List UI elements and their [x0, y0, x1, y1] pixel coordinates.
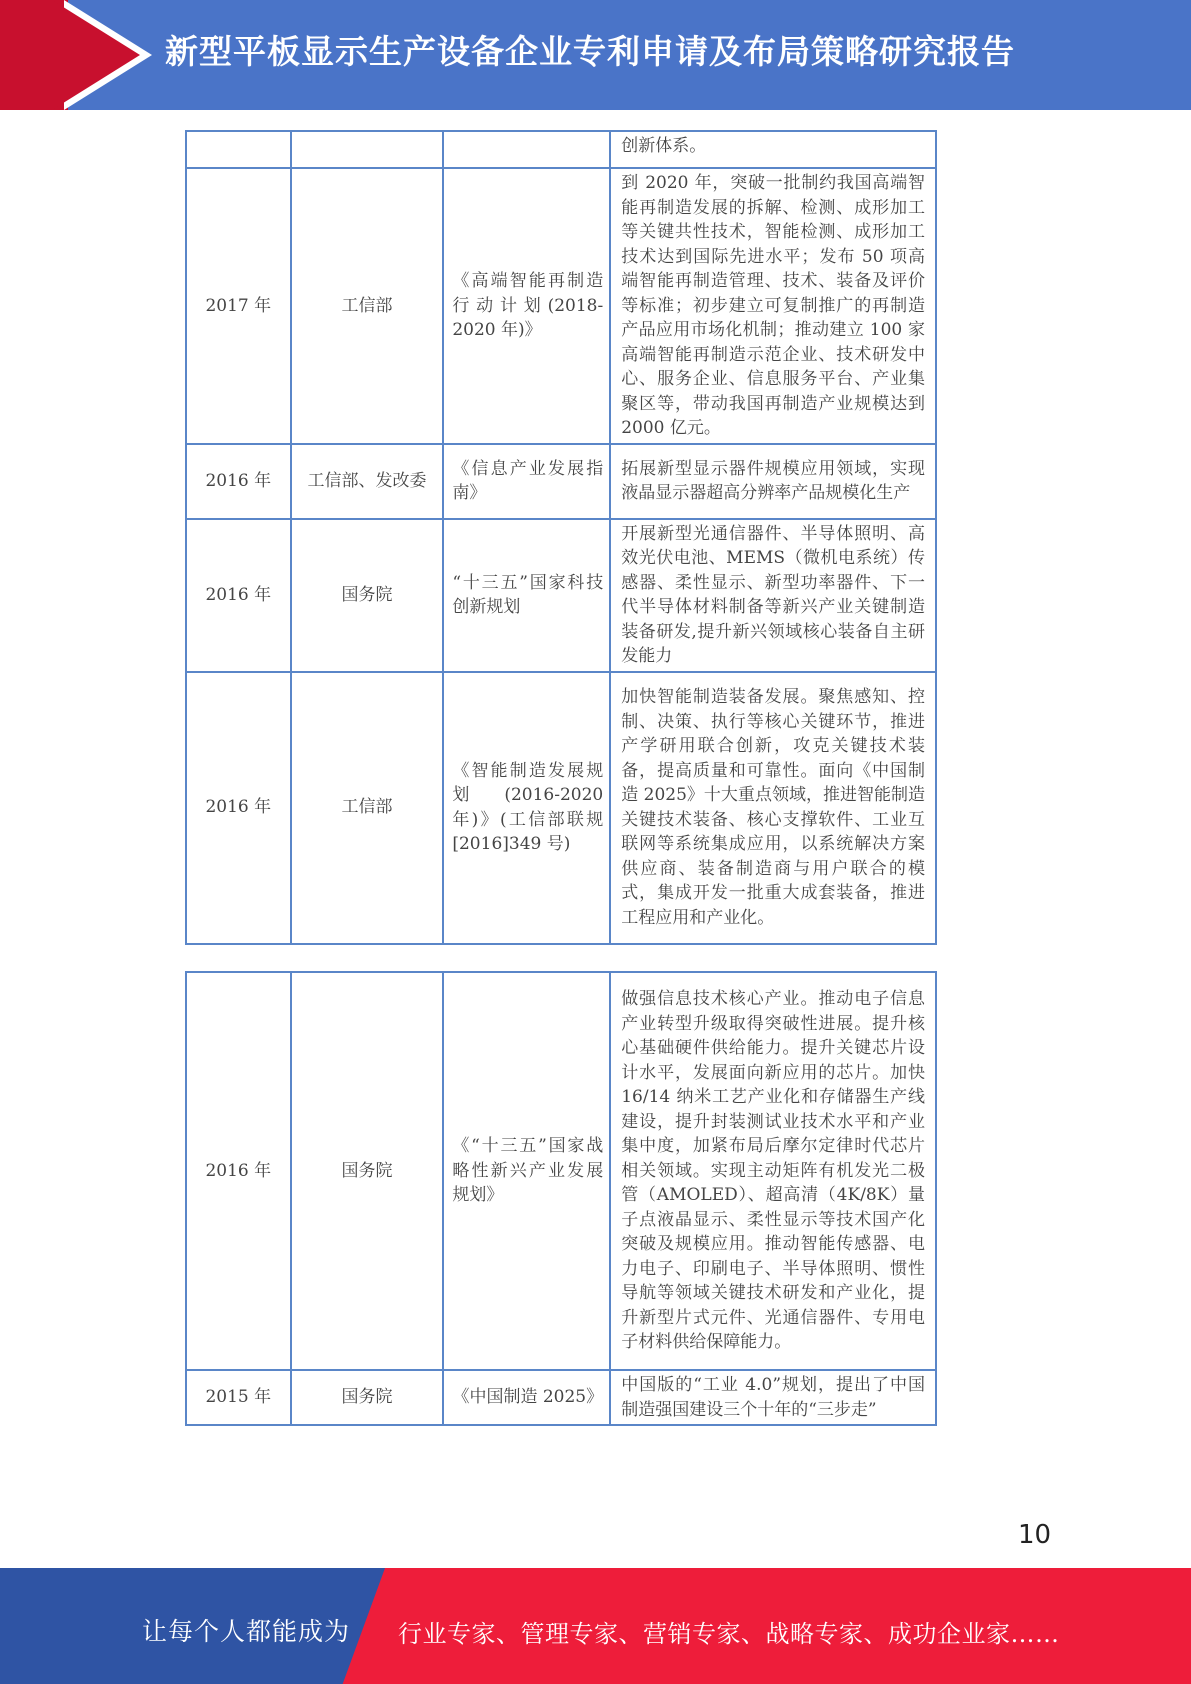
table-row [186, 444, 936, 519]
document-cell: 《“十三五”国家战略性新兴产业发展规划》 [443, 972, 610, 1370]
table-row [186, 1370, 936, 1425]
description-cell: 做强信息技术核心产业。推动电子信息产业转型升级取得突破性进展。提升核心基础硬件供给能力。提升关键芯片设计水平，发展面向新应用的芯片。加快 16/14 纳米工艺产业化和存储器生产线建设，提升封装测试业技术水平和产业集中度，加紧布局后摩尔定律时代芯片相关领域。实现主动矩阵有机发光二极管（AMOLED）、超高清（4K/8K）量子点液晶显示、柔性显示等技术国产化突破及规模应用。推动智能传感器、电力电子、印刷电子、半导体照明、惯性导航等领域关键技术研发和产业化，提升新型片式元件、光通信器件、专用电子材料供给保障能力。 [610, 972, 936, 1370]
document-cell: 《中国制造 2025》 [443, 1370, 610, 1425]
description-cell: 中国版的“工业 4.0”规划，提出了中国制造强国建设三个十年的“三步走” [610, 1370, 936, 1425]
year-cell: 2016 年 [186, 972, 291, 1370]
year-cell: 2017 年 [186, 168, 291, 444]
description-cell: 拓展新型显示器件规模应用领域，实现液晶显示器超高分辨率产品规模化生产 [610, 444, 936, 519]
table-row [186, 519, 936, 672]
year-cell [186, 131, 291, 168]
policy-table-1 [185, 130, 937, 945]
document-cell: 《高端智能再制造行动计划(2018-2020 年)》 [443, 168, 610, 444]
year-cell: 2016 年 [186, 672, 291, 944]
document-cell: 《智能制造发展规划(2016-2020 年)》(工信部联规[2016]349 号) [443, 672, 610, 944]
department-cell: 工信部 [291, 672, 444, 944]
table-row [186, 131, 936, 168]
document-cell: 《信息产业发展指南》 [443, 444, 610, 519]
department-cell: 国务院 [291, 1370, 444, 1425]
description-cell: 到 2020 年，突破一批制约我国高端智能再制造发展的拆解、检测、成形加工等关键共性技术，智能检测、成形加工技术达到国际先进水平；发布 50 项高端智能再制造管理、技术、装备及评价等标准；初步建立可复制推广的再制造产品应用市场化机制；推动建立 100 家高端智能再制造示范企业、技术研发中心、服务企业、信息服务平台、产业集聚区等，带动我国再制造产业规模达到 2000 亿元。 [610, 168, 936, 444]
page-header [0, 0, 1191, 110]
page-footer [0, 1568, 1191, 1684]
year-cell: 2016 年 [186, 444, 291, 519]
header-chevron-red [52, 0, 140, 110]
department-cell: 国务院 [291, 972, 444, 1370]
policy-table-2 [185, 971, 937, 1426]
description-cell: 创新体系。 [610, 131, 936, 168]
table-row [186, 168, 936, 444]
document-cell [443, 131, 610, 168]
department-cell: 国务院 [291, 519, 444, 672]
footer-slogan-left: 让每个人都能成为 [142, 1617, 351, 1646]
department-cell [291, 131, 444, 168]
page-number: 10 [1018, 1520, 1052, 1550]
department-cell: 工信部、发改委 [291, 444, 444, 519]
footer-slogan-right: 行业专家、管理专家、营销专家、战略专家、成功企业家…… [398, 1620, 1060, 1648]
description-cell: 开展新型光通信器件、半导体照明、高效光伏电池、MEMS（微机电系统）传感器、柔性显示、新型功率器件、下一代半导体材料制备等新兴产业关键制造装备研发,提升新兴领域核心装备自主研发能力 [610, 519, 936, 672]
table-row [186, 972, 936, 1370]
year-cell: 2015 年 [186, 1370, 291, 1425]
table-row [186, 672, 936, 944]
report-title: 新型平板显示生产设备企业专利申请及布局策略研究报告 [165, 32, 1015, 71]
department-cell: 工信部 [291, 168, 444, 444]
year-cell: 2016 年 [186, 519, 291, 672]
description-cell: 加快智能制造装备发展。聚焦感知、控制、决策、执行等核心关键环节，推进产学研用联合创新，攻克关键技术装备，提高质量和可靠性。面向《中国制造 2025》十大重点领域，推进智能制造关键技术装备、核心支撑软件、工业互联网等系统集成应用，以系统解决方案供应商、装备制造商与用户联合的模式，集成开发一批重大成套装备，推进工程应用和产业化。 [610, 672, 936, 944]
document-cell: “十三五”国家科技创新规划 [443, 519, 610, 672]
